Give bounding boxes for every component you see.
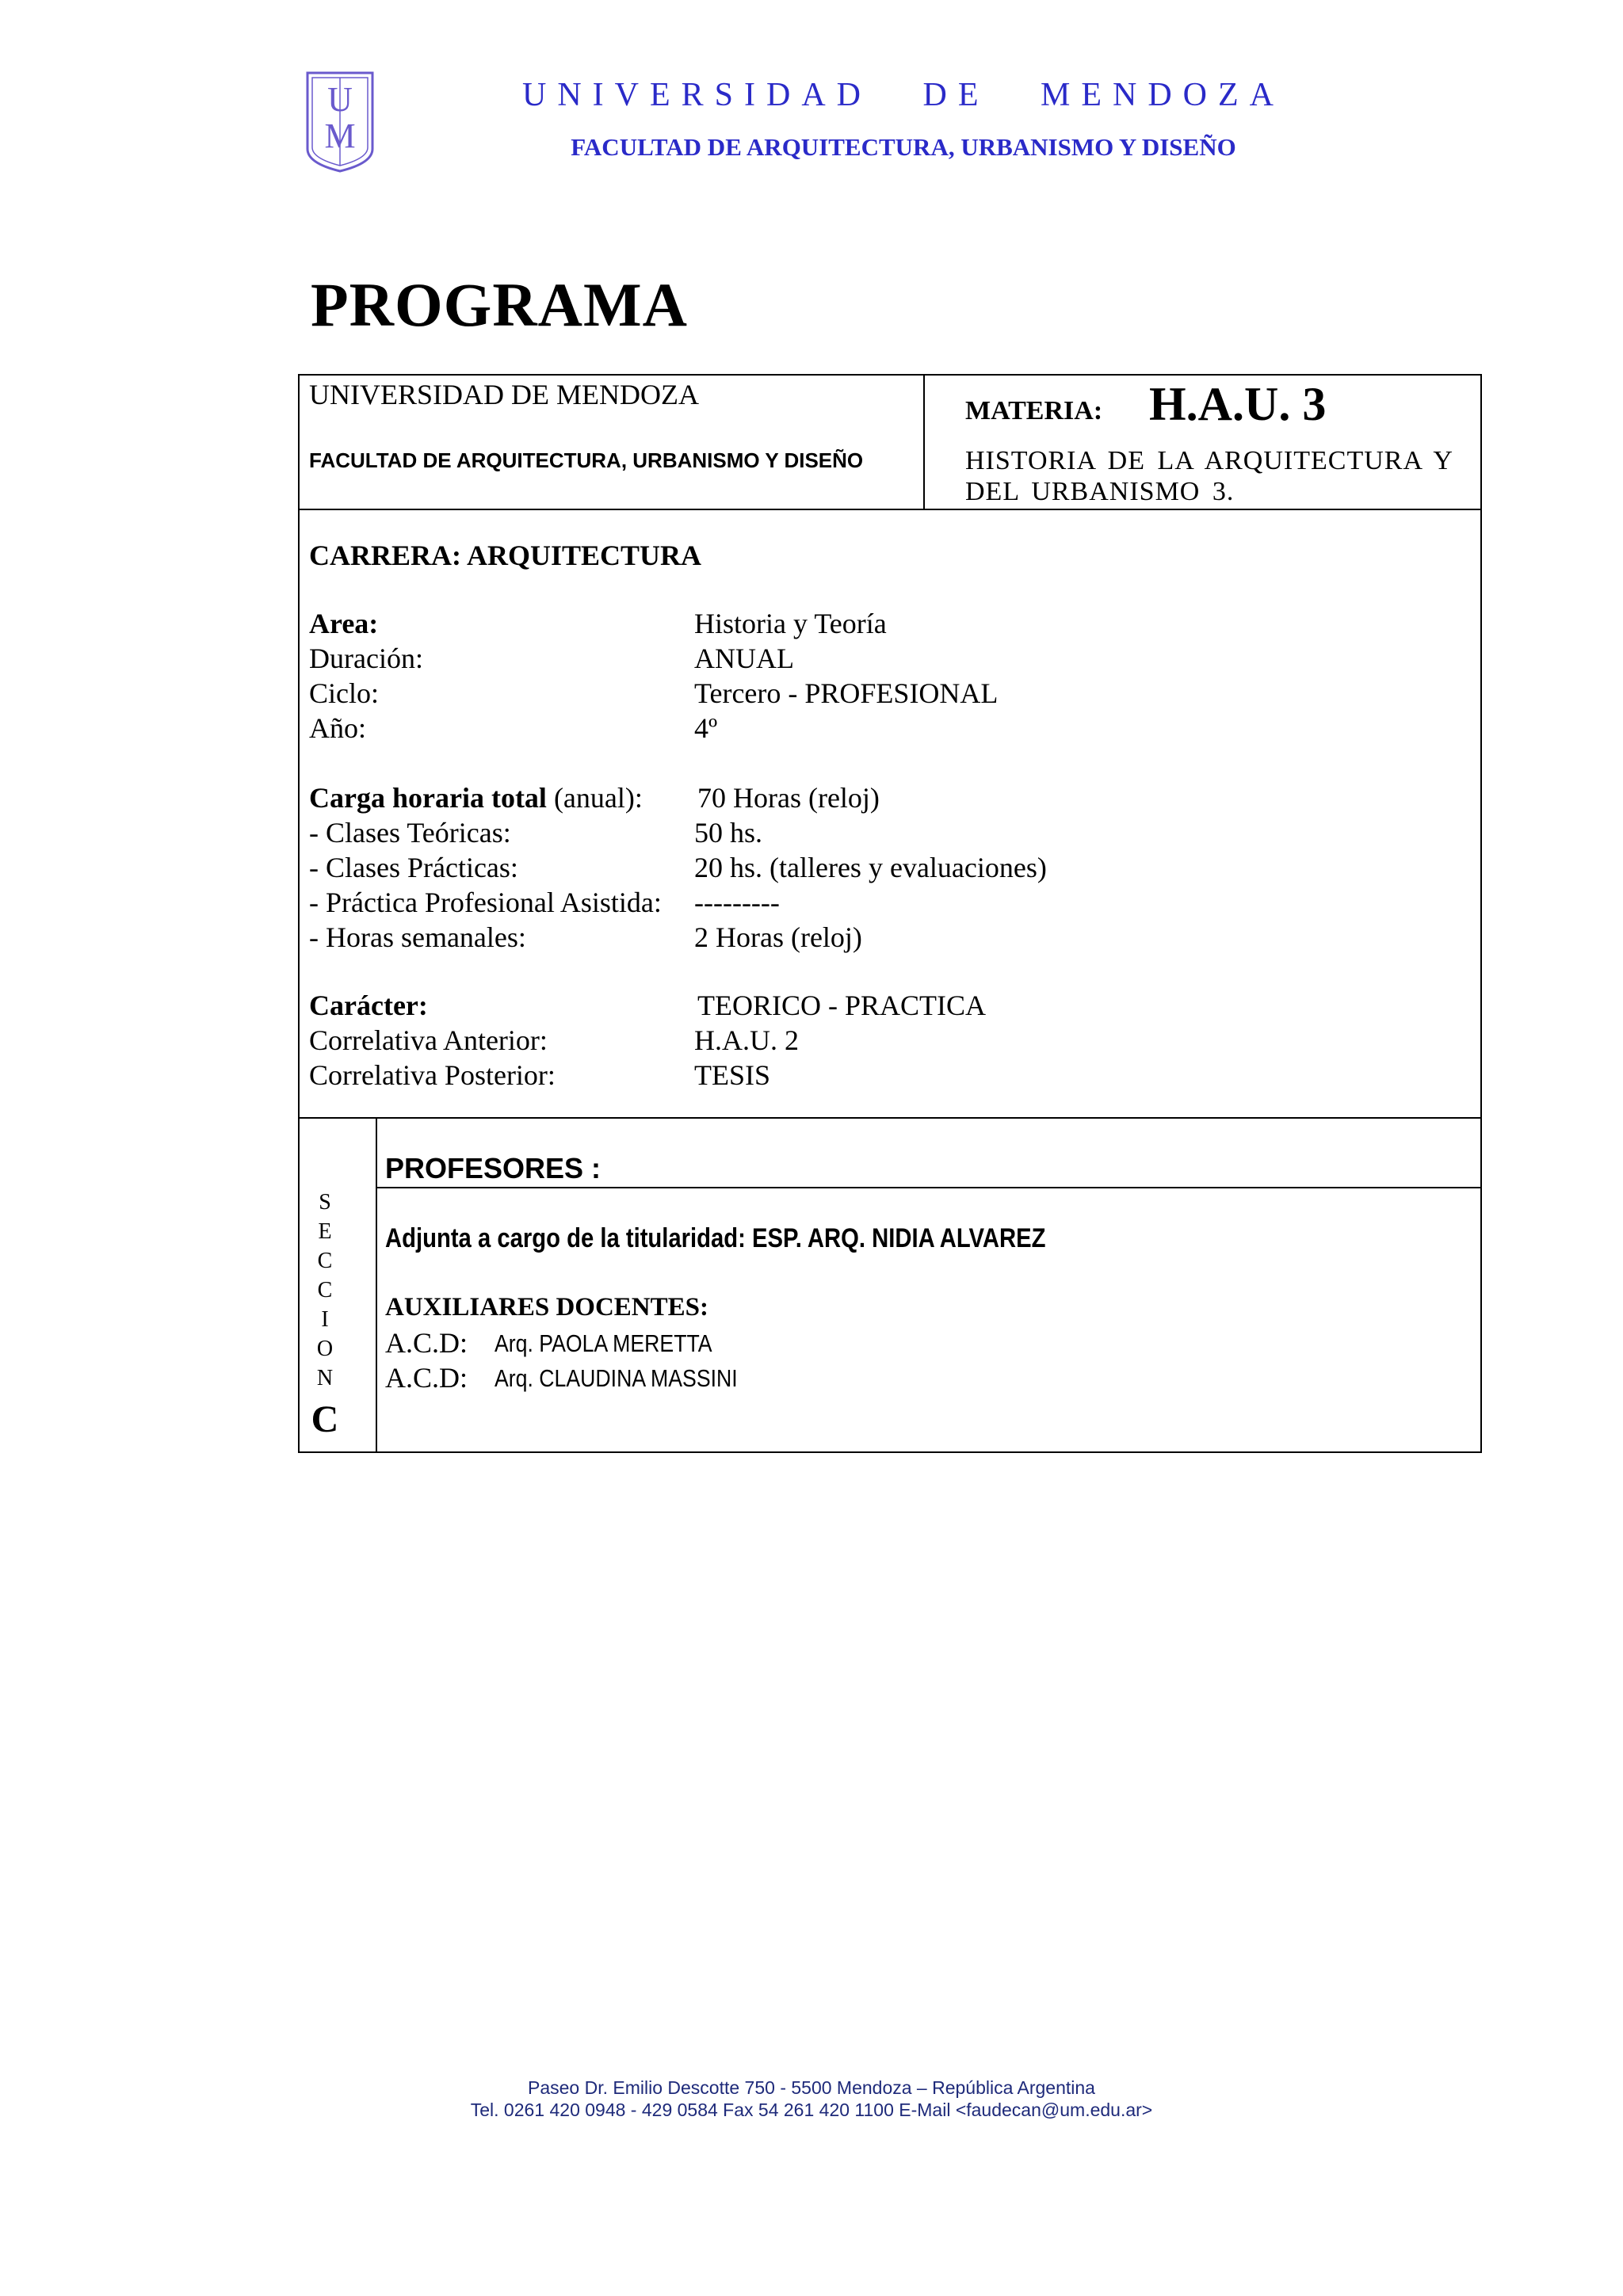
carrera-heading: CARRERA: ARQUITECTURA bbox=[309, 540, 702, 571]
section-letter: C bbox=[317, 1249, 333, 1273]
carga-row-label: - Horas semanales: bbox=[309, 921, 526, 953]
materia-label: MATERIA: bbox=[965, 396, 1103, 425]
auxiliar-name: Arq. PAOLA MERETTA bbox=[495, 1329, 712, 1357]
auxiliar-role: A.C.D: bbox=[385, 1327, 468, 1359]
info-ano-value: 4º bbox=[694, 712, 718, 744]
carga-row-label: - Clases Teóricas: bbox=[309, 817, 511, 849]
faculty-name: FACULTAD DE ARQUITECTURA, URBANISMO Y DISEÑO bbox=[571, 133, 1236, 161]
table-university: UNIVERSIDAD DE MENDOZA bbox=[309, 379, 699, 410]
auxiliar-role: A.C.D: bbox=[385, 1362, 468, 1394]
info-ciclo-value: Tercero - PROFESIONAL bbox=[694, 677, 999, 709]
info-area-label: Area: bbox=[309, 608, 379, 639]
document-title: PROGRAMA bbox=[311, 270, 688, 339]
carga-row-value: 50 hs. bbox=[694, 817, 763, 849]
correlativa-value: TESIS bbox=[694, 1059, 771, 1091]
info-duracion-label: Duración: bbox=[309, 643, 423, 674]
carga-label: Carga horaria total (anual): bbox=[309, 782, 643, 814]
auxiliares-heading: AUXILIARES DOCENTES: bbox=[385, 1293, 709, 1322]
materia-name-line2: DEL URBANISMO 3. bbox=[965, 477, 1235, 506]
section-letter: S bbox=[319, 1190, 331, 1215]
table-faculty: FACULTAD DE ARQUITECTURA, URBANISMO Y DISEÑO bbox=[309, 448, 864, 472]
section-big-letter: C bbox=[311, 1398, 339, 1440]
university-name: UNIVERSIDAD DE MENDOZA bbox=[522, 77, 1285, 113]
adjunta-line: Adjunta a cargo de la titularidad: ESP. ARQ. NIDIA ALVAREZ bbox=[385, 1223, 1046, 1253]
caracter-label: Carácter: bbox=[309, 990, 428, 1021]
header-table-divider bbox=[923, 374, 925, 510]
university-logo-icon bbox=[304, 70, 376, 173]
section-letter: N bbox=[316, 1366, 334, 1390]
carga-row-label: - Práctica Profesional Asistida: bbox=[309, 887, 662, 918]
info-area-value: Historia y Teoría bbox=[694, 608, 887, 639]
profesores-heading: PROFESORES : bbox=[385, 1152, 601, 1184]
materia-name-line1: HISTORIA DE LA ARQUITECTURA Y bbox=[965, 446, 1453, 475]
section-row-divider bbox=[376, 1187, 1482, 1188]
footer-address: Paseo Dr. Emilio Descotte 750 - 5500 Mendoza – República Argentina bbox=[528, 2077, 1095, 2098]
section-letter: I bbox=[321, 1307, 329, 1332]
correlativa-label: Correlativa Posterior: bbox=[309, 1059, 556, 1091]
section-letter: O bbox=[316, 1337, 334, 1361]
auxiliar-name: Arq. CLAUDINA MASSINI bbox=[495, 1364, 738, 1392]
section-letter: E bbox=[318, 1219, 332, 1244]
carga-row-value: --------- bbox=[694, 887, 780, 918]
svg-text:U: U bbox=[327, 80, 353, 119]
caracter-value: TEORICO - PRACTICA bbox=[697, 990, 987, 1021]
section-letter: C bbox=[317, 1278, 333, 1302]
correlativa-label: Correlativa Anterior: bbox=[309, 1024, 548, 1056]
materia-code: H.A.U. 3 bbox=[1149, 378, 1327, 430]
correlativa-value: H.A.U. 2 bbox=[694, 1024, 799, 1056]
info-ano-label: Año: bbox=[309, 712, 366, 744]
carga-value: 70 Horas (reloj) bbox=[697, 782, 880, 814]
info-duracion-value: ANUAL bbox=[694, 643, 794, 674]
carga-row-value: 20 hs. (talleres y evaluaciones) bbox=[694, 852, 1047, 883]
section-column-divider bbox=[376, 1117, 377, 1453]
carga-row-value: 2 Horas (reloj) bbox=[694, 921, 862, 953]
carga-row-label: - Clases Prácticas: bbox=[309, 852, 518, 883]
info-ciclo-label: Ciclo: bbox=[309, 677, 379, 709]
svg-text:M: M bbox=[324, 116, 356, 155]
footer-contact: Tel. 0261 420 0948 - 429 0584 Fax 54 261 420 1100 E-Mail <faudecan@um.edu.ar> bbox=[470, 2100, 1153, 2120]
